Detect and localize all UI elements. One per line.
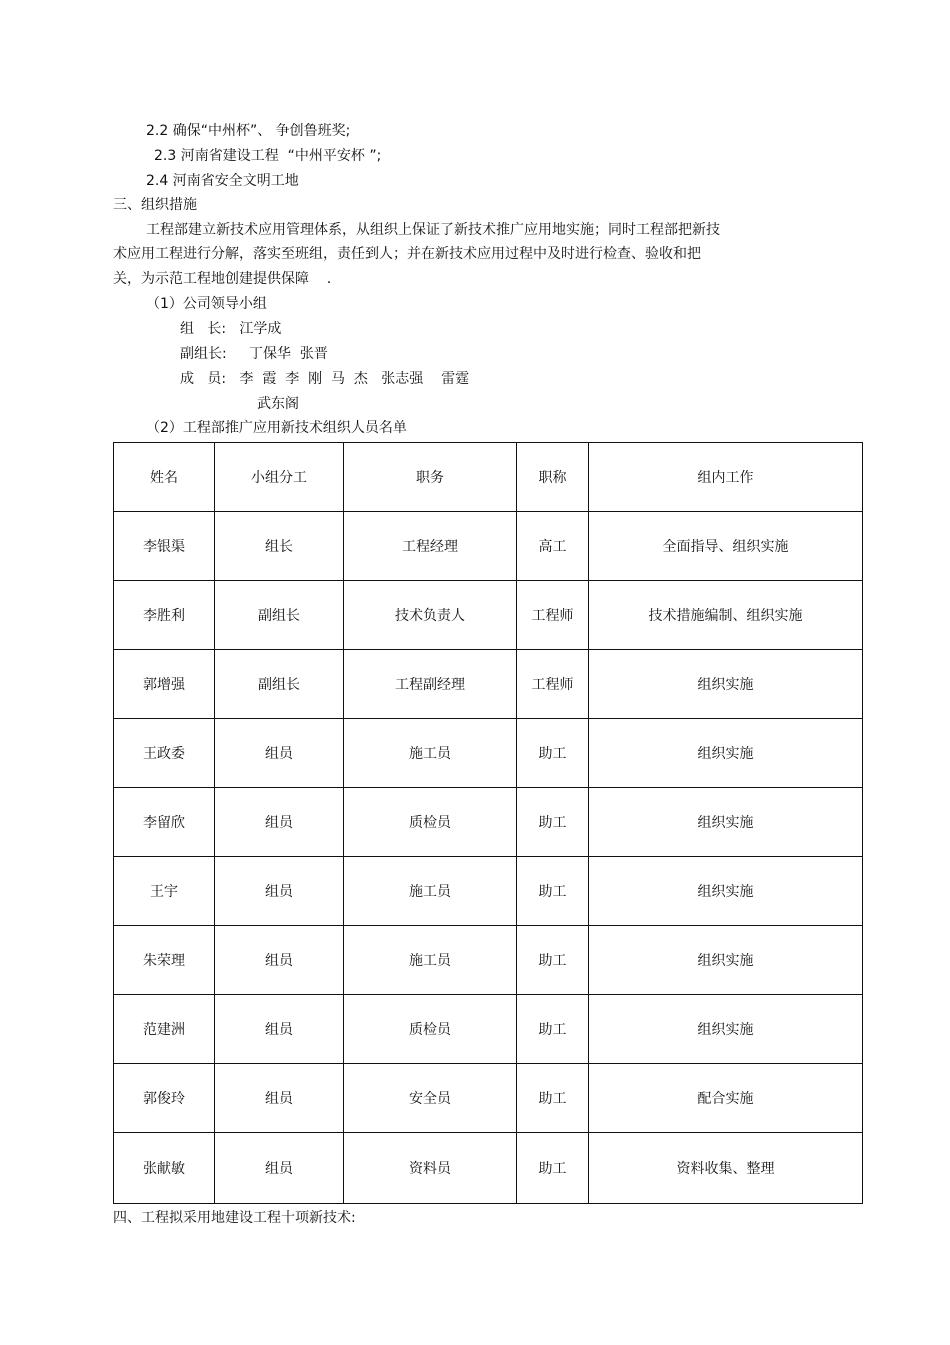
table-row bbox=[114, 650, 863, 719]
cell-title: 助工 bbox=[517, 926, 589, 995]
goal-2-2: 2.2 确保“中州杯”、 争创鲁班奖; bbox=[146, 123, 351, 139]
table-row bbox=[114, 926, 863, 995]
cell-duties: 组织实施 bbox=[589, 926, 863, 995]
cell-name: 王政委 bbox=[114, 719, 215, 788]
company-group-title: （1）公司领导小组 bbox=[146, 296, 267, 312]
cell-title: 助工 bbox=[517, 995, 589, 1064]
section-4-heading: 四、工程拟采用地建设工程十项新技术: bbox=[113, 1210, 356, 1226]
table-row bbox=[114, 995, 863, 1064]
cell-duties: 配合实施 bbox=[589, 1064, 863, 1133]
header-duties: 组内工作 bbox=[589, 443, 863, 512]
table-row bbox=[114, 719, 863, 788]
cell-group-role: 副组长 bbox=[215, 581, 344, 650]
cell-position: 施工员 bbox=[344, 857, 517, 926]
cell-name: 李银渠 bbox=[114, 512, 215, 581]
cell-position: 工程副经理 bbox=[344, 650, 517, 719]
cell-duties: 组织实施 bbox=[589, 995, 863, 1064]
cell-group-role: 组员 bbox=[215, 1064, 344, 1133]
company-group-members-cont: 武东阁 bbox=[257, 396, 299, 412]
header-position: 职务 bbox=[344, 443, 517, 512]
cell-duties: 组织实施 bbox=[589, 650, 863, 719]
header-title: 职称 bbox=[517, 443, 589, 512]
cell-group-role: 组员 bbox=[215, 995, 344, 1064]
cell-name: 李留欣 bbox=[114, 788, 215, 857]
personnel-table bbox=[113, 442, 863, 1204]
table-title: （2）工程部推广应用新技术组织人员名单 bbox=[146, 420, 407, 436]
cell-group-role: 组员 bbox=[215, 857, 344, 926]
table-header-row bbox=[114, 443, 863, 512]
cell-title: 助工 bbox=[517, 788, 589, 857]
cell-duties: 全面指导、组织实施 bbox=[589, 512, 863, 581]
cell-name: 王宇 bbox=[114, 857, 215, 926]
section-3-paragraph-line-1: 工程部建立新技术应用管理体系，从组织上保证了新技术推广应用地实施；同时工程部把新技 bbox=[146, 222, 720, 238]
cell-name: 范建洲 bbox=[114, 995, 215, 1064]
section-3-paragraph-line-2: 术应用工程进行分解，落实至班组，责任到人；并在新技术应用过程中及时进行检查、验收和把 bbox=[113, 246, 701, 262]
cell-duties: 组织实施 bbox=[589, 719, 863, 788]
cell-title: 工程师 bbox=[517, 650, 589, 719]
cell-name: 李胜利 bbox=[114, 581, 215, 650]
table-row bbox=[114, 1064, 863, 1133]
table-row bbox=[114, 512, 863, 581]
cell-title: 助工 bbox=[517, 857, 589, 926]
cell-position: 资料员 bbox=[344, 1133, 517, 1204]
goal-2-4: 2.4 河南省安全文明工地 bbox=[146, 173, 299, 189]
cell-group-role: 组员 bbox=[215, 1133, 344, 1204]
header-name: 姓名 bbox=[114, 443, 215, 512]
cell-group-role: 副组长 bbox=[215, 650, 344, 719]
cell-group-role: 组员 bbox=[215, 719, 344, 788]
cell-name: 朱荣理 bbox=[114, 926, 215, 995]
cell-title: 助工 bbox=[517, 1064, 589, 1133]
cell-title: 助工 bbox=[517, 1133, 589, 1204]
cell-group-role: 组员 bbox=[215, 926, 344, 995]
cell-position: 工程经理 bbox=[344, 512, 517, 581]
cell-name: 郭增强 bbox=[114, 650, 215, 719]
cell-duties: 组织实施 bbox=[589, 857, 863, 926]
company-group-deputy: 副组长: 丁保华 张晋 bbox=[180, 346, 328, 362]
cell-group-role: 组长 bbox=[215, 512, 344, 581]
company-group-leader: 组 长: 江学成 bbox=[180, 321, 282, 337]
cell-title: 高工 bbox=[517, 512, 589, 581]
cell-position: 质检员 bbox=[344, 788, 517, 857]
section-3-paragraph-line-3: 关，为示范工程地创建提供保障 . bbox=[113, 271, 332, 287]
cell-name: 郭俊玲 bbox=[114, 1064, 215, 1133]
header-group-role: 小组分工 bbox=[215, 443, 344, 512]
section-3-heading: 三、组织措施 bbox=[113, 197, 197, 213]
cell-duties: 资料收集、整理 bbox=[589, 1133, 863, 1204]
company-group-members: 成 员: 李 霞 李 刚 马 杰 张志强 雷霆 bbox=[180, 371, 470, 387]
cell-title: 工程师 bbox=[517, 581, 589, 650]
cell-name: 张献敏 bbox=[114, 1133, 215, 1204]
table-row bbox=[114, 857, 863, 926]
cell-position: 质检员 bbox=[344, 995, 517, 1064]
table-row bbox=[114, 788, 863, 857]
table-row bbox=[114, 1133, 863, 1204]
cell-position: 施工员 bbox=[344, 926, 517, 995]
cell-duties: 组织实施 bbox=[589, 788, 863, 857]
cell-position: 安全员 bbox=[344, 1064, 517, 1133]
cell-title: 助工 bbox=[517, 719, 589, 788]
cell-position: 施工员 bbox=[344, 719, 517, 788]
cell-group-role: 组员 bbox=[215, 788, 344, 857]
cell-position: 技术负责人 bbox=[344, 581, 517, 650]
table-row bbox=[114, 581, 863, 650]
goal-2-3: 2.3 河南省建设工程 “中州平安杯 ”; bbox=[154, 148, 382, 164]
cell-duties: 技术措施编制、组织实施 bbox=[589, 581, 863, 650]
